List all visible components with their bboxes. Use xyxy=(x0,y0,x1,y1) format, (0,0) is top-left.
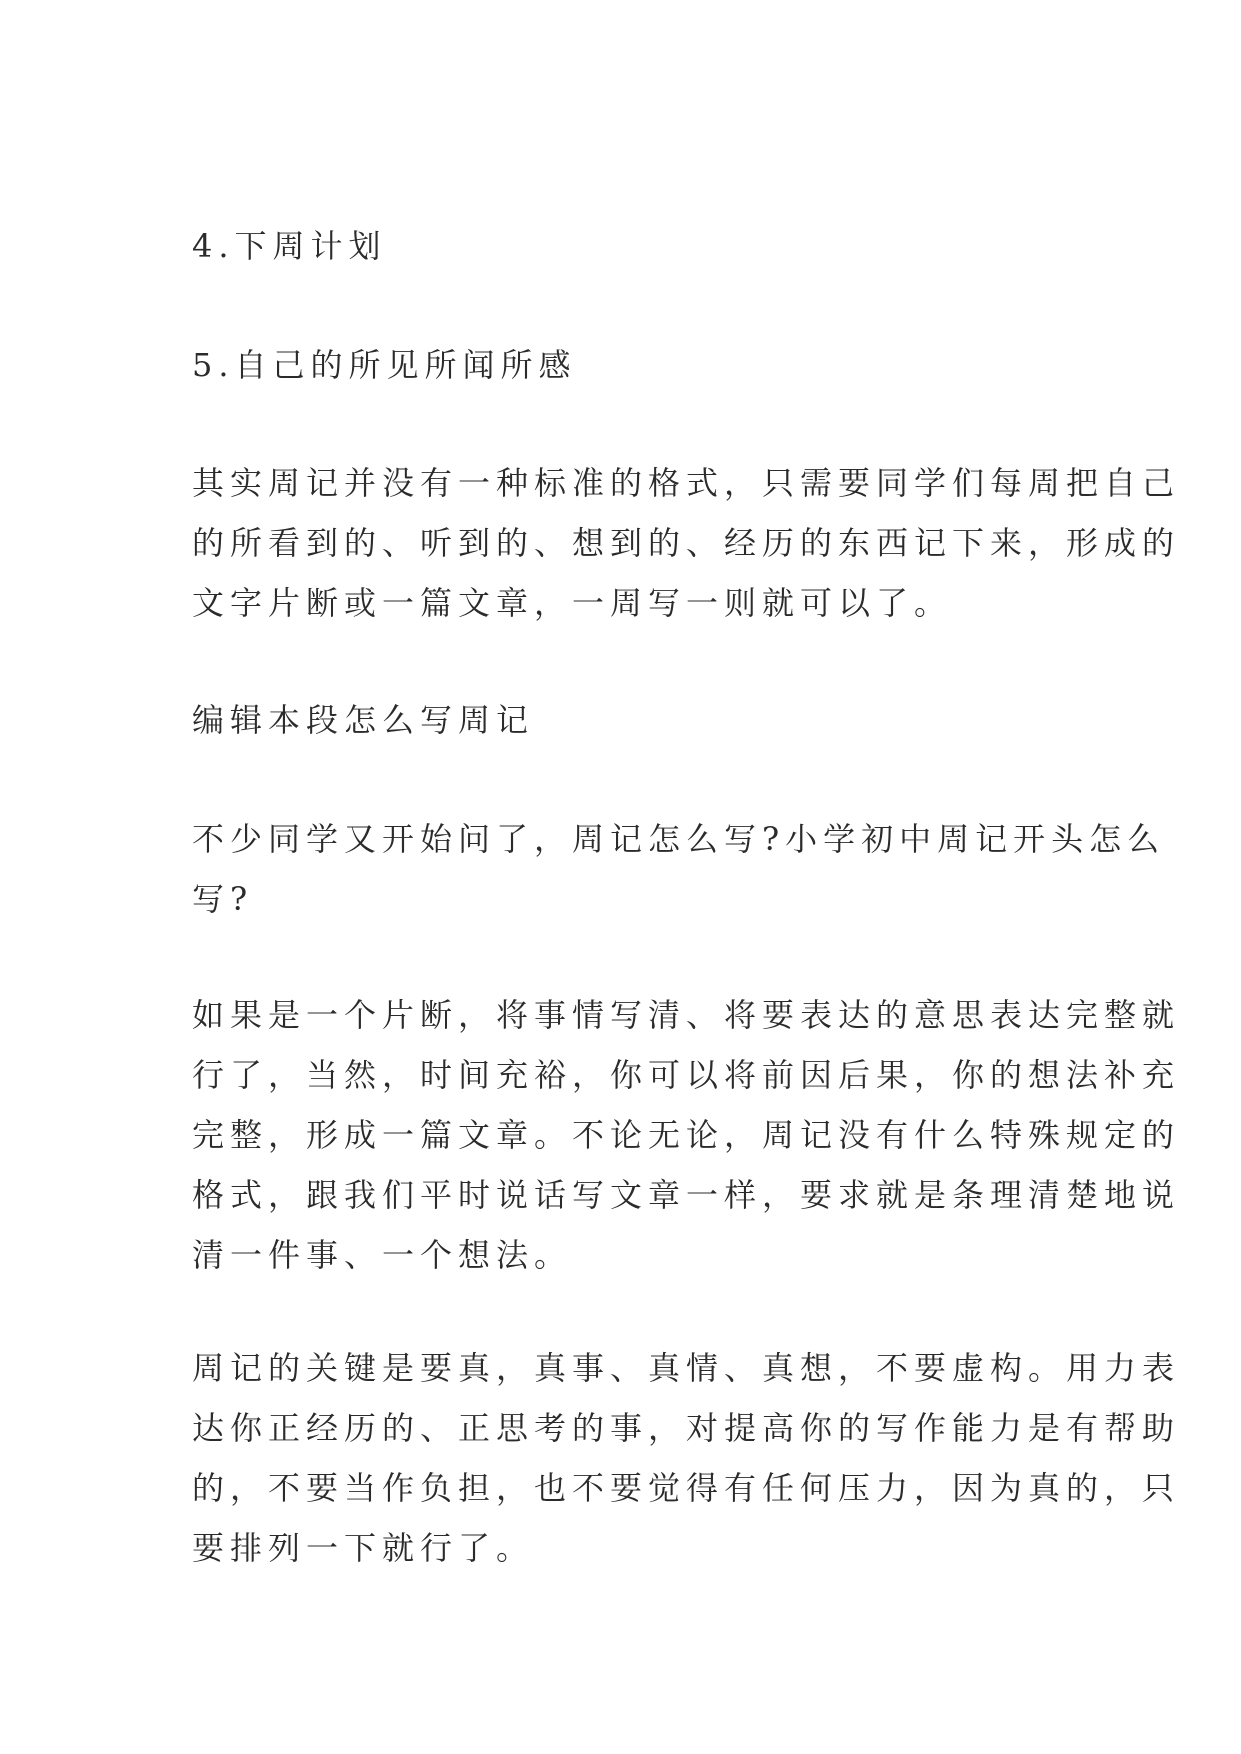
text-line: 编辑本段怎么写周记 xyxy=(192,701,535,739)
text-line: 的所看到的、听到的、想到的、经历的东西记下来，形成的 xyxy=(192,524,1181,562)
section-heading xyxy=(192,690,1062,750)
text-line: 达你正经历的、正思考的事，对提高你的写作能力是有帮助 xyxy=(192,1409,1181,1447)
text-line: 文字片断或一篇文章，一周写一则就可以了。 xyxy=(192,584,953,622)
text-line: 其实周记并没有一种标准的格式，只需要同学们每周把自己 xyxy=(192,464,1181,502)
paragraph-question xyxy=(192,809,1166,929)
text-line: 清一件事、一个想法。 xyxy=(192,1236,573,1274)
text-line: 周记的关键是要真，真事、真情、真想，不要虚构。用力表 xyxy=(192,1349,1181,1387)
text-line: 的，不要当作负担，也不要觉得有任何压力，因为真的，只 xyxy=(192,1469,1181,1507)
text-line: 要排列一下就行了。 xyxy=(192,1529,535,1567)
text-line: 写? xyxy=(192,880,254,918)
paragraph-format xyxy=(192,453,1181,633)
text-line: 不少同学又开始问了，周记怎么写?小学初中周记开头怎么 xyxy=(192,820,1166,858)
text-line: 格式，跟我们平时说话写文章一样，要求就是条理清楚地说 xyxy=(192,1176,1181,1214)
list-item-own-experiences xyxy=(192,335,1062,395)
list-item-next-week-plan xyxy=(192,216,1062,276)
text-line: 如果是一个片断，将事情写清、将要表达的意思表达完整就 xyxy=(192,996,1181,1034)
text-line: 完整，形成一篇文章。不论无论，周记没有什么特殊规定的 xyxy=(192,1116,1181,1154)
paragraph-fragment xyxy=(192,985,1181,1285)
text-line: 行了，当然，时间充裕，你可以将前因后果，你的想法补充 xyxy=(192,1056,1181,1094)
paragraph-key-point xyxy=(192,1338,1181,1578)
text-line: 5.自己的所见所闻所感 xyxy=(192,346,577,384)
text-line: 4.下周计划 xyxy=(192,227,387,265)
